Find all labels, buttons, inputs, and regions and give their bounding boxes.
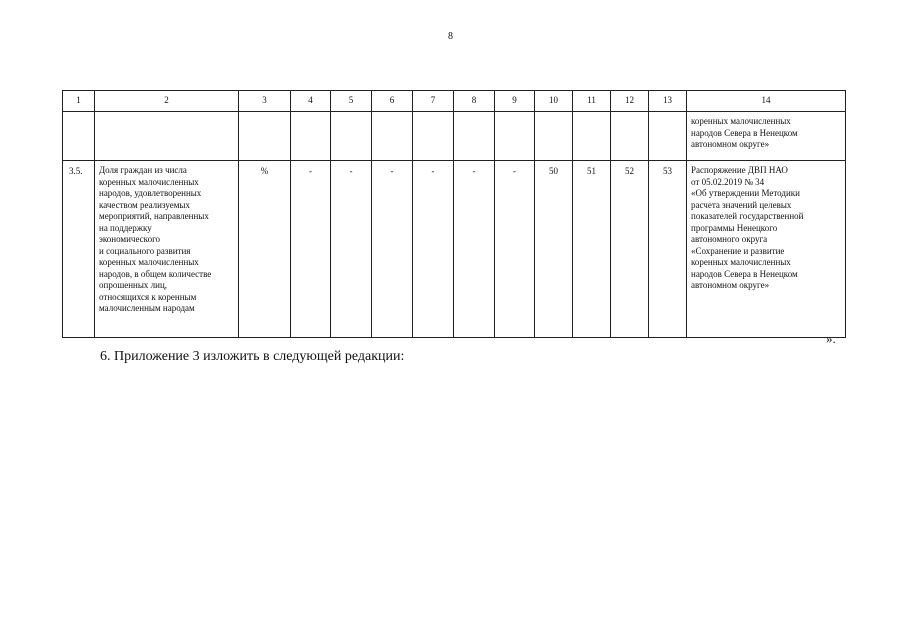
indicator-line: народов, удовлетворенных	[99, 188, 202, 199]
source-line: автономного округа	[691, 234, 768, 245]
table-cell	[372, 112, 413, 161]
header-cell: 14	[687, 91, 846, 112]
source-line: автономном округе»	[691, 280, 770, 291]
indicator-line: качеством реализуемых	[99, 199, 190, 210]
header-cell: 12	[611, 91, 649, 112]
indicator-line: мероприятий, направленных	[99, 211, 209, 222]
source-line: коренных малочисленных	[691, 257, 791, 268]
table-cell	[611, 112, 649, 161]
source-line: от 05.02.2019 № 34	[691, 176, 765, 187]
header-cell: 6	[372, 91, 413, 112]
source-line: коренных малочисленных	[691, 116, 791, 126]
table-cell	[535, 112, 573, 161]
header-cell: 5	[331, 91, 372, 112]
value-cell: 51	[573, 161, 611, 338]
header-row	[63, 91, 846, 112]
source-line: показателей государственной	[691, 211, 804, 222]
value-cell: -	[372, 161, 413, 338]
header-cell: 10	[535, 91, 573, 112]
indicator-line: коренных малочисленных	[99, 257, 199, 268]
continuation-source-cell	[687, 112, 846, 161]
header-cell: 2	[95, 91, 239, 112]
table-cell	[454, 112, 495, 161]
header-cell: 9	[495, 91, 535, 112]
value-cell: 53	[649, 161, 687, 338]
header-cell: 1	[63, 91, 95, 112]
table-cell	[331, 112, 372, 161]
source-line: «Об утверждении Методики	[691, 188, 800, 199]
closing-quote: ».	[826, 331, 836, 346]
value-cell: -	[495, 161, 535, 338]
value-cell: 52	[611, 161, 649, 338]
indicator-line: на поддержку	[99, 222, 152, 233]
indicator-line: и социального развития	[99, 245, 191, 256]
page-number: 8	[448, 31, 453, 42]
indicator-name-cell	[95, 161, 239, 338]
indicator-line: малочисленным народам	[99, 303, 195, 314]
table-cell	[239, 112, 291, 161]
value-cell: -	[413, 161, 454, 338]
header-cell: 3	[239, 91, 291, 112]
header-cell: 7	[413, 91, 454, 112]
value-cell: -	[291, 161, 331, 338]
source-line: «Сохранение и развитие	[691, 245, 785, 256]
value-cell: -	[454, 161, 495, 338]
unit-cell: %	[239, 161, 291, 338]
source-document-cell	[687, 161, 846, 338]
indicator-line: коренных малочисленных	[99, 176, 199, 187]
header-cell: 13	[649, 91, 687, 112]
table-cell	[495, 112, 535, 161]
header-cell: 4	[291, 91, 331, 112]
table-row	[63, 161, 846, 338]
continuation-row	[63, 112, 846, 161]
indicator-line: опрошенных лиц,	[99, 280, 168, 291]
source-line: Распоряжение ДВП НАО	[691, 165, 788, 175]
indicator-line: относящихся к коренным	[99, 291, 197, 302]
header-cell: 8	[454, 91, 495, 112]
source-line: автономном округе»	[691, 139, 770, 150]
table-cell	[291, 112, 331, 161]
indicators-table	[62, 90, 846, 338]
table-cell	[413, 112, 454, 161]
indicator-line: народов, в общем количестве	[99, 268, 212, 279]
indicator-line: экономического	[99, 234, 161, 245]
table-cell	[649, 112, 687, 161]
table-cell	[95, 112, 239, 161]
source-line: народов Севера в Ненецком	[691, 268, 798, 279]
row-index: 3.5.	[63, 161, 95, 338]
table-cell	[63, 112, 95, 161]
table-cell	[573, 112, 611, 161]
source-line: народов Севера в Ненецком	[691, 127, 798, 138]
value-cell: -	[331, 161, 372, 338]
indicator-line: Доля граждан из числа	[99, 165, 187, 175]
source-line: расчета значений целевых	[691, 199, 792, 210]
instruction-paragraph: 6. Приложение 3 изложить в следующей редакции:	[100, 349, 405, 364]
source-line: программы Ненецкого	[691, 222, 778, 233]
header-cell: 11	[573, 91, 611, 112]
value-cell: 50	[535, 161, 573, 338]
